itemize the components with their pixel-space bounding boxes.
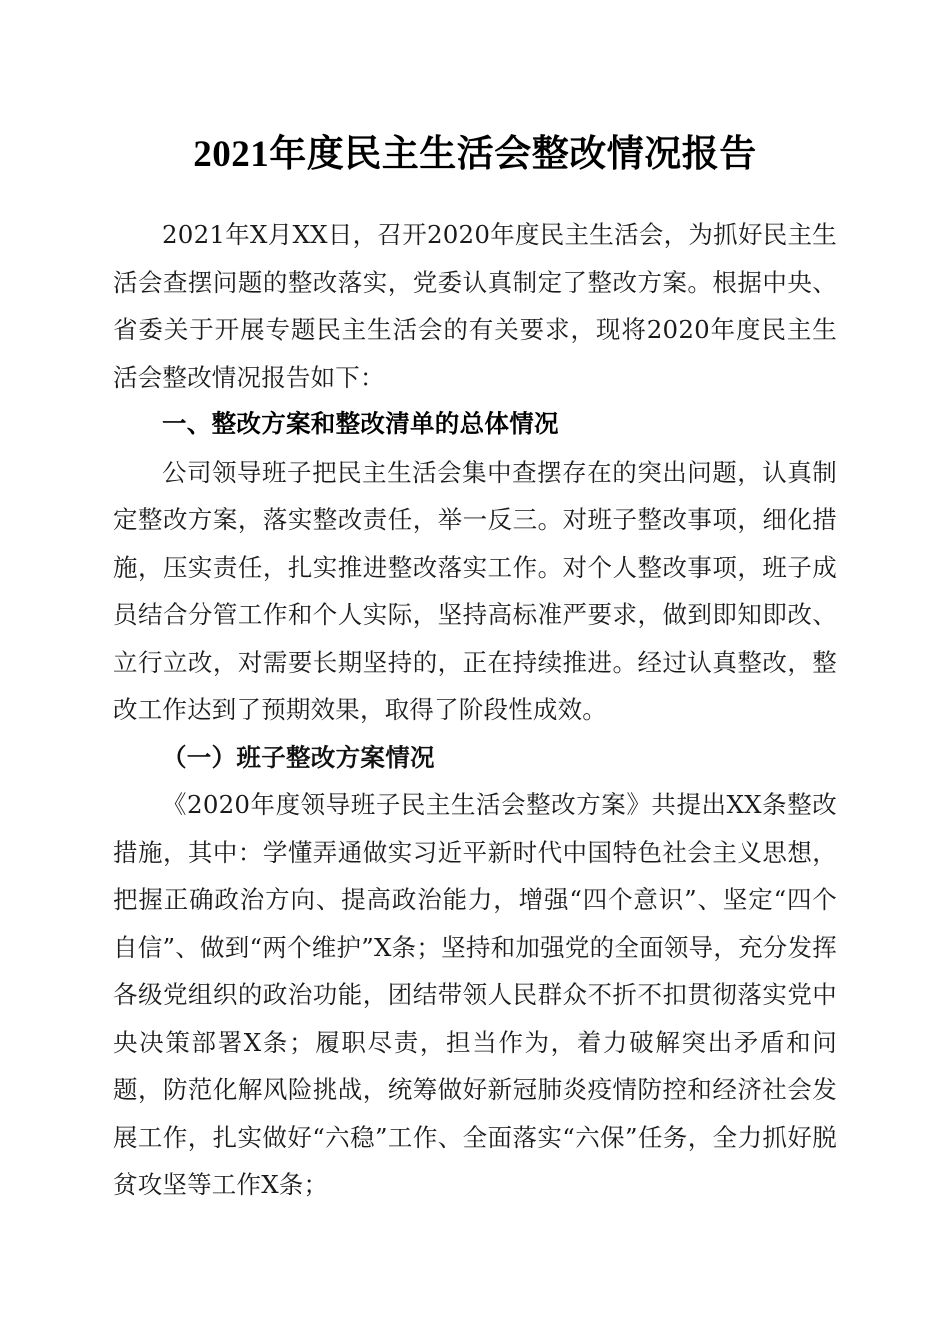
paragraph-team-plan-details: 《2020年度领导班子民主生活会整改方案》共提出XX条整改措施，其中：学懂弄通做实习近平新时代中国特色社会主义思想，把握正确政治方向、提高政治能力，增强“四个意识”、坚定“四个自信”、做到“两个维护”X条；坚持和加强党的全面领导，充分发挥各级党组织的政治功能，团结带领人民群众不折不扣贯彻落实党中央决策部署X条；履职尽责，担当作为，着力破解突出矛盾和问题，防范化解风险挑战，统筹做好新冠肺炎疫情防控和经济社会发展工作，扎实做好“六稳”工作、全面落实“六保”任务，全力抓好脱贫攻坚等工作X条； [113, 790, 837, 1200]
document-body [113, 177, 837, 1209]
heading-level2-team-plan: （一）班子整改方案情况 [162, 742, 435, 772]
paragraph-intro: 2021年X月XX日，召开2020年度民主生活会，为抓好民主生活会查摆问题的整改落实，党委认真制定了整改方案。根据中央、省委关于开展专题民主生活会的有关要求，现将2020年度民主生活会整改情况报告如下： [113, 220, 837, 392]
heading-level1-overall-situation: 一、整改方案和整改清单的总体情况 [162, 411, 559, 439]
page-title: 2021年度民主生活会整改情况报告 [193, 134, 757, 175]
paragraph-overall-situation: 公司领导班子把民主生活会集中查摆存在的突出问题，认真制定整改方案，落实整改责任，举一反三。对班子整改事项，细化措施，压实责任，扎实推进整改落实工作。对个人整改事项，班子成员结合分管工作和个人实际，坚持高标准严要求，做到即知即改、立行立改，对需要长期坚持的，正在持续推进。经过认真整改，整改工作达到了预期效果，取得了阶段性成效。 [113, 457, 837, 725]
